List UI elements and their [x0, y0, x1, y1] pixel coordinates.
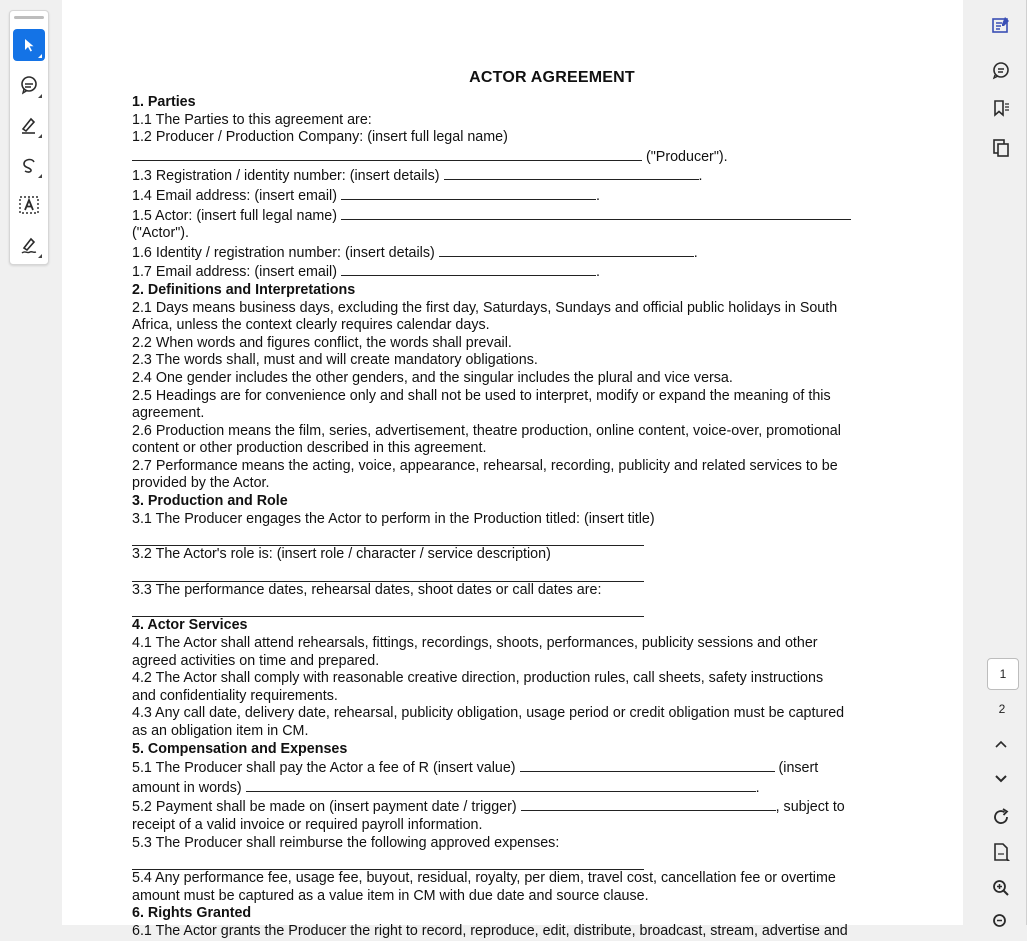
- edit-pdf-button[interactable]: [989, 13, 1013, 37]
- right-toolbar: [964, 0, 1027, 925]
- tool-menu-corner: [38, 174, 42, 178]
- page-fit-icon: [991, 842, 1011, 862]
- tool-menu-corner: [38, 134, 42, 138]
- document-line: 3.1 The Producer engages the Actor to perform in the Production titled: (insert title): [132, 510, 655, 527]
- comment-panel-button[interactable]: [989, 58, 1013, 82]
- document-line: 2.4 One gender includes the other genders, and the singular includes the plural and vice versa.: [132, 369, 733, 386]
- section-heading: 2. Definitions and Interpretations: [132, 281, 356, 298]
- document-line-with-blank: [132, 186, 912, 206]
- line-suffix: .: [755, 779, 760, 796]
- document-line: agreed activities on time and prepared.: [132, 652, 380, 669]
- document-line: as an obligation item in CM.: [132, 723, 309, 739]
- document-line: 2.5 Headings are for convenience only and shall not be used to interpret, modify or expand the meaning of this: [132, 387, 831, 404]
- zoom-out-button[interactable]: [989, 910, 1013, 934]
- document-line: 2.7 Performance means the acting, voice, appearance, rehearsal, recording, publicity and related services to be: [132, 457, 838, 474]
- current-page-number: 1: [999, 667, 1007, 681]
- document-line-with-blank: [132, 758, 912, 778]
- zoom-out-icon: [991, 912, 1011, 932]
- fill-in-blank-line: [132, 564, 644, 582]
- fill-in-blank: [132, 147, 642, 161]
- document-line: content or other production described in this agreement.: [132, 440, 487, 457]
- text-recognition-tool[interactable]: [13, 189, 45, 221]
- fill-in-blank: [444, 166, 699, 180]
- document-line: receipt of a valid invoice or required payroll information.: [132, 816, 483, 833]
- document-line: 1.2 Producer / Production Company: (insert full legal name): [132, 129, 508, 146]
- line-text: amount in words): [132, 779, 246, 796]
- edit-pdf-icon: [991, 15, 1011, 35]
- document-line: amount must be captured as a value item in CM with due date and source clause.: [132, 887, 649, 904]
- document-line-with-blank: [132, 166, 912, 186]
- document-line-with-blank: [132, 262, 912, 282]
- rotate-button[interactable]: [989, 805, 1013, 829]
- line-suffix: .: [698, 168, 703, 185]
- cursor-arrow-icon: [21, 37, 37, 53]
- pages-panel-button[interactable]: [989, 136, 1013, 160]
- chevron-up-icon: [993, 737, 1009, 753]
- comment-tool[interactable]: [13, 69, 45, 101]
- sign-tool[interactable]: [13, 229, 45, 261]
- document-line-with-blank: [132, 147, 912, 167]
- document-title: ACTOR AGREEMENT: [469, 69, 635, 86]
- document-line: 1.1 The Parties to this agreement are:: [132, 111, 372, 128]
- line-text: 1.3 Registration / identity number: (insert details): [132, 168, 444, 185]
- select-tool[interactable]: [13, 29, 45, 61]
- line-suffix: , subject to: [775, 799, 845, 816]
- document-line: 2.1 Days means business days, excluding the first day, Saturdays, Sundays and official public holidays in South: [132, 299, 838, 316]
- draw-tool[interactable]: [13, 149, 45, 181]
- document-line: 5.3 The Producer shall reimburse the following approved expenses:: [132, 834, 560, 851]
- line-suffix: ("Producer").: [642, 148, 728, 165]
- fill-in-blank-line: [132, 852, 644, 870]
- section-heading: 5. Compensation and Expenses: [132, 740, 348, 757]
- document-line: 3.3 The performance dates, rehearsal dates, shoot dates or call dates are:: [132, 581, 602, 598]
- fill-in-blank-line: [132, 528, 644, 546]
- line-text: 1.7 Email address: (insert email): [132, 264, 341, 281]
- section-heading: 4. Actor Services: [132, 617, 248, 634]
- document-line-with-blank: [132, 206, 912, 226]
- document-line: 6.1 The Actor grants the Producer the right to record, reproduce, edit, distribute, broadcast, stream, advertise and: [132, 922, 848, 939]
- document-line-with-blank: [132, 797, 912, 817]
- text-box-icon: [18, 194, 40, 216]
- refresh-icon: [991, 807, 1011, 827]
- tool-menu-corner: [38, 54, 42, 58]
- section-heading: 3. Production and Role: [132, 493, 288, 510]
- pages-icon: [991, 138, 1011, 158]
- document-line: Africa, unless the context clearly requires calendar days.: [132, 317, 490, 334]
- page-1-thumbnail[interactable]: [987, 658, 1019, 690]
- fill-in-blank: [520, 758, 775, 772]
- tool-menu-corner: [38, 254, 42, 258]
- line-text: 1.5 Actor: (insert full legal name): [132, 207, 341, 224]
- document-body: [132, 68, 912, 941]
- signature-pen-icon: [19, 235, 39, 255]
- document-line: 3.2 The Actor's role is: (insert role / character / service description): [132, 546, 551, 563]
- next-page-number: 2: [998, 702, 1006, 716]
- fill-in-blank-line: [132, 599, 644, 617]
- document-line: 5.4 Any performance fee, usage fee, buyout, residual, royalty, per diem, travel cost, cancellation fee or overtime: [132, 870, 836, 887]
- line-text: 5.2 Payment shall be made on (insert payment date / trigger): [132, 799, 521, 816]
- bookmark-icon: [991, 98, 1011, 118]
- document-line: 4.3 Any call date, delivery date, rehearsal, publicity obligation, usage period or credit obligation must be captured: [132, 705, 845, 722]
- section-heading: 6. Rights Granted: [132, 905, 252, 922]
- left-toolbar: [9, 10, 49, 265]
- chevron-down-icon: [993, 770, 1009, 786]
- fill-in-blank: [246, 778, 756, 792]
- comment-icon: [991, 60, 1011, 80]
- document-line: 2.2 When words and figures conflict, the words shall prevail.: [132, 334, 512, 351]
- next-page-button[interactable]: [989, 766, 1013, 790]
- comment-icon: [19, 75, 39, 95]
- fill-in-blank: [341, 262, 596, 276]
- fill-in-blank: [341, 206, 851, 220]
- section-heading: 1. Parties: [132, 94, 196, 110]
- tool-menu-corner: [38, 94, 42, 98]
- line-text: 1.6 Identity / registration number: (insert details): [132, 244, 439, 261]
- fill-in-blank: [521, 797, 776, 811]
- page-2-thumbnail[interactable]: [987, 702, 1017, 718]
- freehand-icon: [19, 155, 39, 175]
- document-line: 4.2 The Actor shall comply with reasonable creative direction, production rules, call sheets, safety instructions: [132, 670, 824, 687]
- line-suffix: .: [693, 244, 698, 261]
- previous-page-button[interactable]: [989, 733, 1013, 757]
- line-suffix: (insert: [774, 760, 819, 777]
- line-suffix: .: [595, 187, 600, 204]
- highlight-tool[interactable]: [13, 109, 45, 141]
- document-line: and confidentiality requirements.: [132, 687, 338, 704]
- document-line: 2.3 The words shall, must and will create mandatory obligations.: [132, 352, 538, 369]
- bookmarks-button[interactable]: [989, 96, 1013, 120]
- document-line-with-blank: [132, 243, 912, 263]
- highlighter-icon: [19, 115, 39, 135]
- document-line: provided by the Actor.: [132, 475, 270, 492]
- line-text: 5.1 The Producer shall pay the Actor a fee of R (insert value): [132, 760, 520, 777]
- toolbar-grip[interactable]: [14, 16, 44, 19]
- document-line: ("Actor").: [132, 225, 190, 242]
- document-line: 2.6 Production means the film, series, advertisement, theatre production, online content, voice-over, promotional: [132, 422, 841, 439]
- page-fit-button[interactable]: [989, 840, 1013, 864]
- line-text: 1.4 Email address: (insert email): [132, 187, 341, 204]
- document-line: agreement.: [132, 405, 205, 422]
- document-line-with-blank: [132, 778, 912, 798]
- line-suffix: .: [595, 264, 600, 281]
- fill-in-blank: [439, 243, 694, 257]
- document-line: 4.1 The Actor shall attend rehearsals, fittings, recordings, shoots, performances, publicity sessions and other: [132, 635, 818, 652]
- zoom-in-button[interactable]: [989, 876, 1013, 900]
- document-page: [62, 0, 963, 939]
- fill-in-blank: [341, 186, 596, 200]
- zoom-in-icon: [991, 878, 1011, 898]
